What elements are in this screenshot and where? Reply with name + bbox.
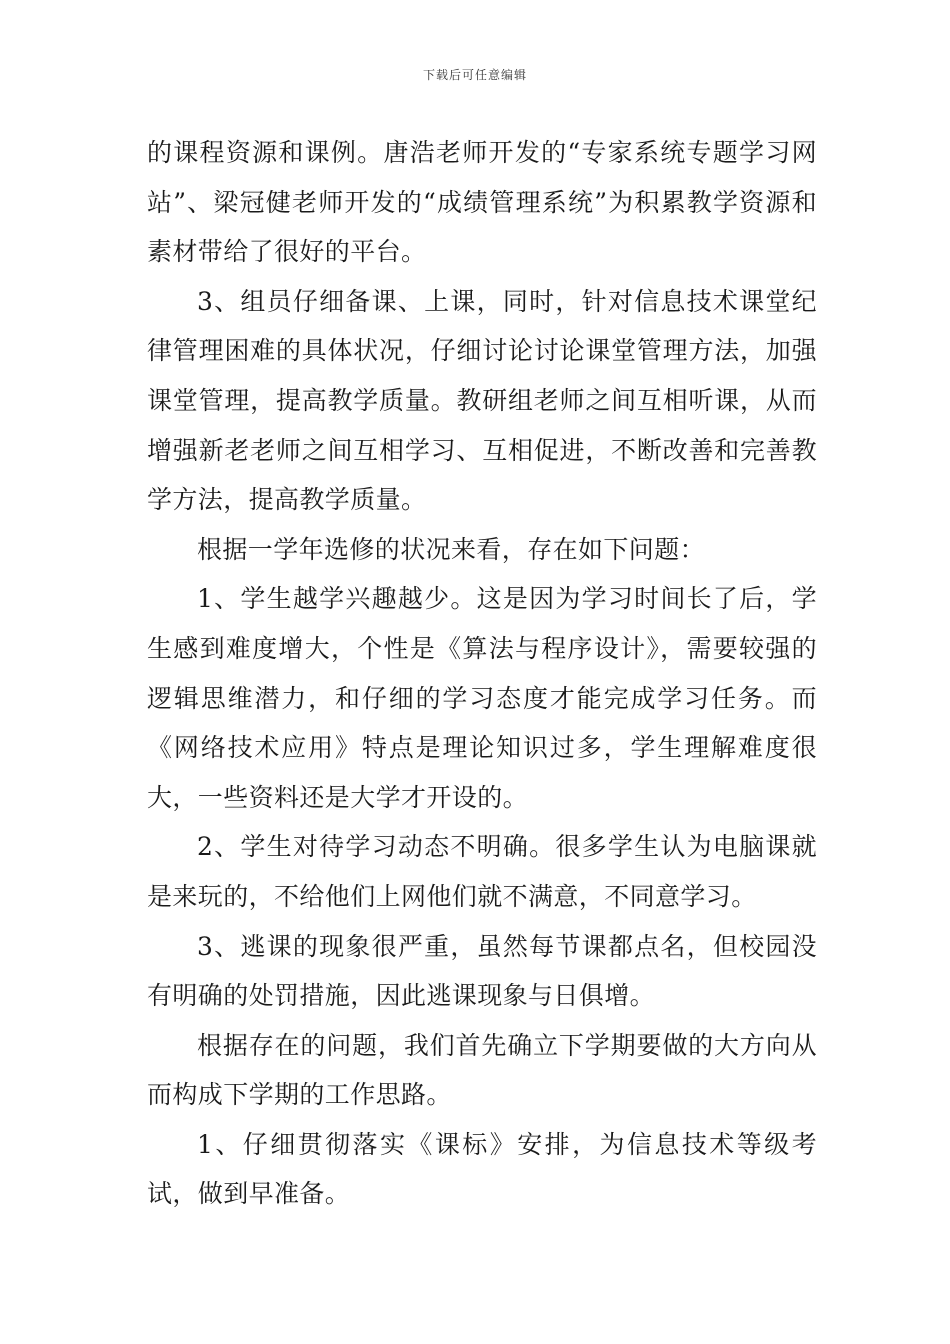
paragraph-5: 2、学生对待学习动态不明确。很多学生认为电脑课就是来玩的，不给他们上网他们就不满意，不同意学习。	[147, 832, 817, 911]
paragraph-1: 的课程资源和课例。唐浩老师开发的“专家系统专题学习网站”、梁冠健老师开发的“成绩管理系统”为积累教学资源和素材带给了很好的平台。	[147, 138, 817, 267]
paragraph-6: 3、逃课的现象很严重，虽然每节课都点名，但校园没有明确的处罚措施，因此逃课现象与日俱增。	[147, 931, 817, 1011]
paragraph-7: 根据存在的问题，我们首先确立下学期要做的大方向从而构成下学期的工作思路。	[147, 1030, 817, 1110]
paragraph-2: 3、组员仔细备课、上课，同时，针对信息技术课堂纪律管理困难的具体状况，仔细讨论讨论课堂管理方法，加强课堂管理，提高教学质量。教研组老师之间互相听课，从而增强新老老师之间互相学习、互相促进，不断改善和完善教学方法，提高教学质量。	[147, 286, 817, 515]
page-header: 下载后可任意编辑	[422, 68, 527, 82]
paragraph-8: 1、仔细贯彻落实《课标》安排，为信息技术等级考试，做到早准备。	[147, 1129, 817, 1209]
paragraph-3: 根据一学年选修的状况来看，存在如下问题：	[197, 534, 706, 564]
document-body	[147, 128, 817, 1219]
paragraph-4: 1、学生越学兴趣越少。这是因为学习时间长了后，学生感到难度增大，个性是《算法与程序设计》，需要较强的逻辑思维潜力，和仔细的学习态度才能完成学习任务。而《网络技术应用》特点是理论知识过多，学生理解难度很大，一些资料还是大学才开设的。	[147, 584, 817, 812]
